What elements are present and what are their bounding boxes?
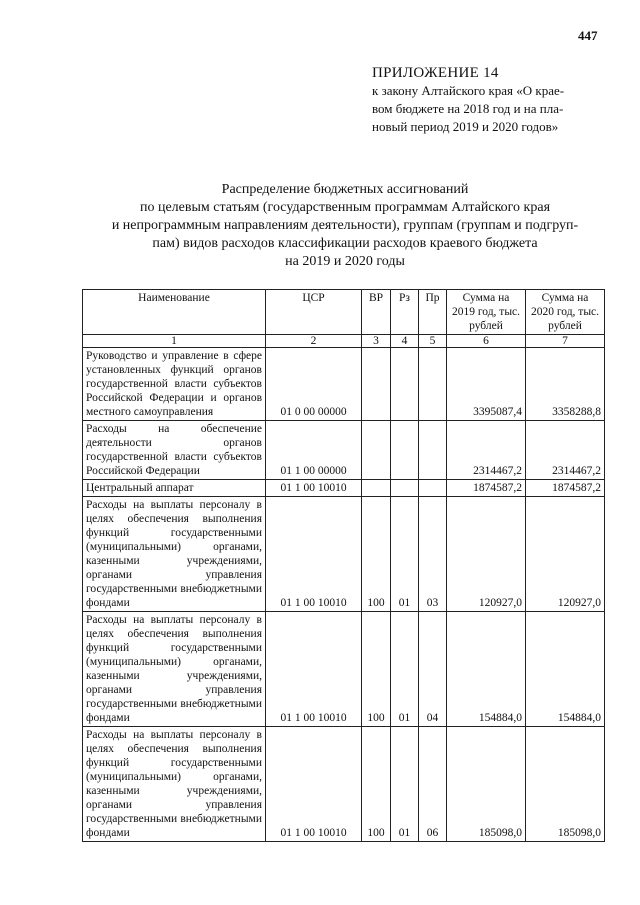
row-vr: 100	[362, 497, 391, 612]
table-row	[83, 421, 605, 480]
row-rz	[391, 348, 419, 421]
row-name: Руководство и управление в сфере установленных функций органов государственной власти субъектов Российской Федерации и органов местного самоуправления	[83, 348, 266, 421]
heading-line: пам) видов расходов классификации расходов краевого бюджета	[152, 236, 538, 251]
heading-line: по целевым статьям (государственным программам Алтайского края	[139, 200, 551, 215]
row-sum-2020: 154884,0	[526, 612, 605, 727]
column-number: 7	[526, 335, 605, 348]
appendix-block	[372, 64, 612, 136]
row-name: Расходы на выплаты персоналу в целях обеспечения выполнения функций государственными (муниципальными) органами, казенными учреждениями, органами управления государственными внебюджетными фондами	[83, 612, 266, 727]
table-row	[83, 612, 605, 727]
table-row	[83, 348, 605, 421]
header-vr: ВР	[362, 290, 391, 335]
row-pr: 06	[419, 727, 447, 842]
appendix-line: вом бюджете на 2018 год и на пла-	[372, 101, 564, 116]
row-sum-2020: 2314467,2	[526, 421, 605, 480]
column-number: 1	[83, 335, 266, 348]
table-row	[83, 480, 605, 497]
row-csr: 01 1 00 00000	[266, 421, 362, 480]
row-csr: 01 1 00 10010	[266, 480, 362, 497]
heading-line: Распределение бюджетных ассигнований	[221, 182, 469, 197]
column-number: 5	[419, 335, 447, 348]
row-vr	[362, 421, 391, 480]
row-csr: 01 0 00 00000	[266, 348, 362, 421]
row-name: Центральный аппарат	[83, 480, 266, 497]
table-row	[83, 727, 605, 842]
row-rz	[391, 421, 419, 480]
heading-line: и непрограммным направлениям деятельности), группам (группам и подгруп-	[111, 218, 579, 233]
row-csr: 01 1 00 10010	[266, 727, 362, 842]
row-csr: 01 1 00 10010	[266, 497, 362, 612]
row-sum-2019: 185098,0	[447, 727, 526, 842]
row-sum-2019: 2314467,2	[447, 421, 526, 480]
row-sum-2019: 1874587,2	[447, 480, 526, 497]
header-csr: ЦСР	[266, 290, 362, 335]
header-sum-2019: Сумма на 2019 год, тыс. рублей	[447, 290, 526, 335]
column-number: 3	[362, 335, 391, 348]
column-number-row	[83, 335, 605, 348]
row-rz: 01	[391, 497, 419, 612]
row-pr	[419, 348, 447, 421]
row-sum-2019: 3395087,4	[447, 348, 526, 421]
row-sum-2020: 185098,0	[526, 727, 605, 842]
row-pr: 04	[419, 612, 447, 727]
row-sum-2019: 120927,0	[447, 497, 526, 612]
table-row	[83, 497, 605, 612]
row-sum-2020: 120927,0	[526, 497, 605, 612]
page-number: 447	[578, 28, 598, 43]
row-vr: 100	[362, 612, 391, 727]
budget-table	[82, 289, 605, 842]
row-name: Расходы на обеспечение деятельности органов государственной власти субъектов Российской Федерации	[83, 421, 266, 480]
row-pr	[419, 480, 447, 497]
row-sum-2020: 1874587,2	[526, 480, 605, 497]
header-rz: Рз	[391, 290, 419, 335]
row-csr: 01 1 00 10010	[266, 612, 362, 727]
column-number: 4	[391, 335, 419, 348]
column-number: 2	[266, 335, 362, 348]
row-vr	[362, 480, 391, 497]
row-pr: 03	[419, 497, 447, 612]
header-pr: Пр	[419, 290, 447, 335]
appendix-line: новый период 2019 и 2020 годов»	[372, 119, 559, 134]
row-pr	[419, 421, 447, 480]
row-sum-2019: 154884,0	[447, 612, 526, 727]
row-vr	[362, 348, 391, 421]
table-header-row	[83, 290, 605, 335]
appendix-line: к закону Алтайского края «О крае-	[372, 83, 565, 98]
row-rz: 01	[391, 612, 419, 727]
column-number: 6	[447, 335, 526, 348]
row-rz: 01	[391, 727, 419, 842]
header-name: Наименование	[83, 290, 266, 335]
row-sum-2020: 3358288,8	[526, 348, 605, 421]
header-sum-2020: Сумма на 2020 год, тыс. рублей	[526, 290, 605, 335]
row-name: Расходы на выплаты персоналу в целях обеспечения выполнения функций государственными (муниципальными) органами, казенными учреждениями, органами управления государственными внебюджетными фондами	[83, 727, 266, 842]
heading-line: на 2019 и 2020 годы	[285, 254, 405, 269]
row-rz	[391, 480, 419, 497]
appendix-title: ПРИЛОЖЕНИЕ 14	[372, 65, 499, 81]
row-name: Расходы на выплаты персоналу в целях обеспечения выполнения функций государственными (муниципальными) органами, казенными учреждениями, органами управления государственными внебюджетными фондами	[83, 497, 266, 612]
row-vr: 100	[362, 727, 391, 842]
document-heading	[75, 181, 615, 271]
